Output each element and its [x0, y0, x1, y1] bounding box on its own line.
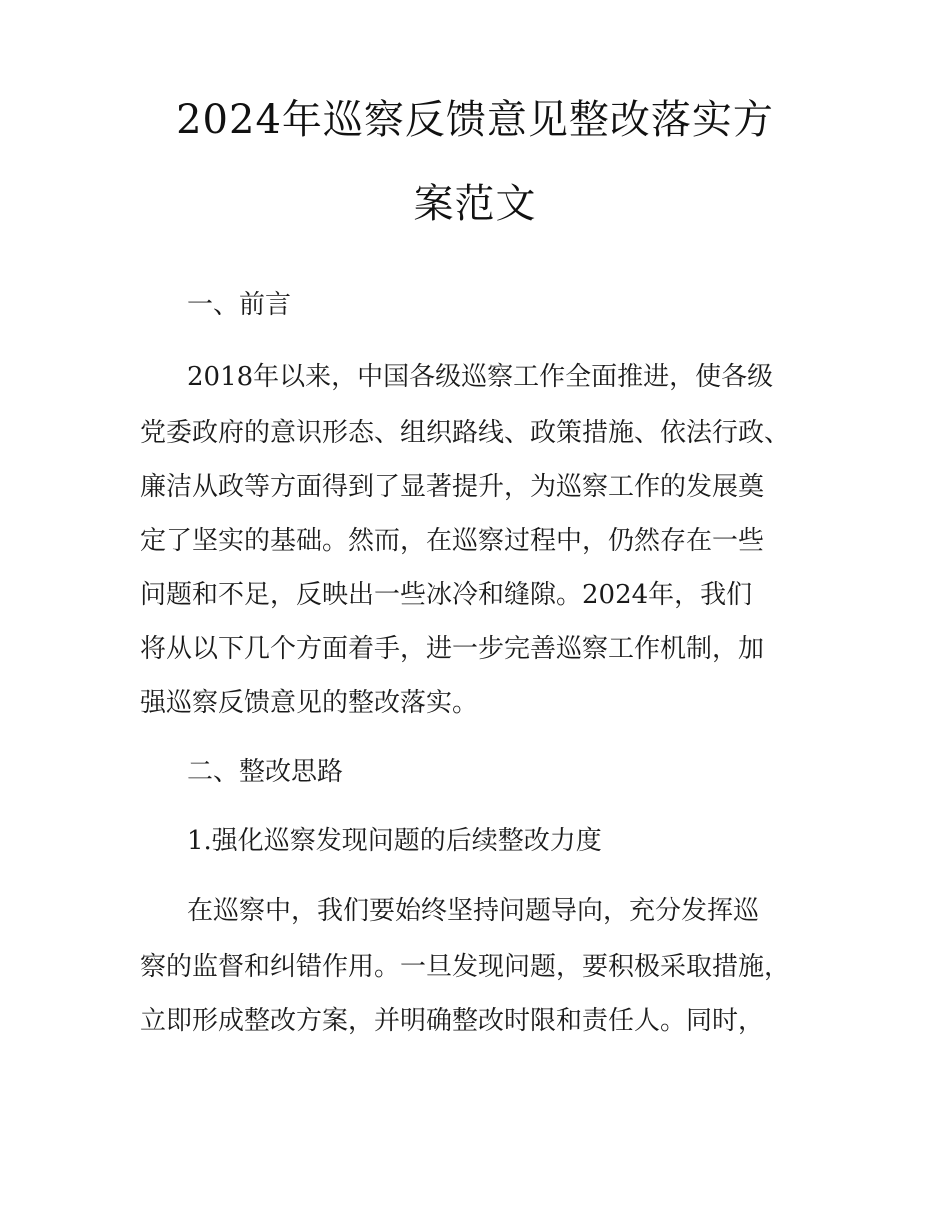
paragraph-line: 强巡察反馈意见的整改落实。 — [140, 688, 479, 718]
paragraph-line: 定了坚实的基础。然而，在巡察过程中，仍然存在一些 — [140, 526, 765, 556]
subsection-heading: 1.强化巡察发现问题的后续整改力度 — [187, 826, 602, 856]
paragraph-line: 立即形成整改方案，并明确整改时限和责任人。同时， — [140, 1006, 765, 1036]
document-title-line-1: 2024年巡察反馈意见整改落实方 — [176, 97, 774, 143]
paragraph-line: 廉洁从政等方面得到了显著提升，为巡察工作的发展奠 — [140, 472, 765, 502]
paragraph-line: 在巡察中，我们要始终坚持问题导向，充分发挥巡 — [187, 896, 760, 926]
paragraph-line: 2018年以来，中国各级巡察工作全面推进，使各级 — [187, 362, 774, 392]
section-heading-preface: 一、前言 — [187, 290, 292, 320]
paragraph-line: 问题和不足，反映出一些冰冷和缝隙。2024年，我们 — [140, 580, 753, 610]
paragraph-line: 将从以下几个方面着手，进一步完善巡察工作机制，加 — [140, 634, 765, 664]
paragraph-line: 察的监督和纠错作用。一旦发现问题，要积极采取措施， — [140, 952, 791, 982]
paragraph-line: 党委政府的意识形态、组织路线、政策措施、依法行政、 — [140, 418, 791, 448]
document-title-line-2: 案范文 — [413, 181, 537, 227]
section-heading-rectification-approach: 二、整改思路 — [187, 757, 344, 787]
